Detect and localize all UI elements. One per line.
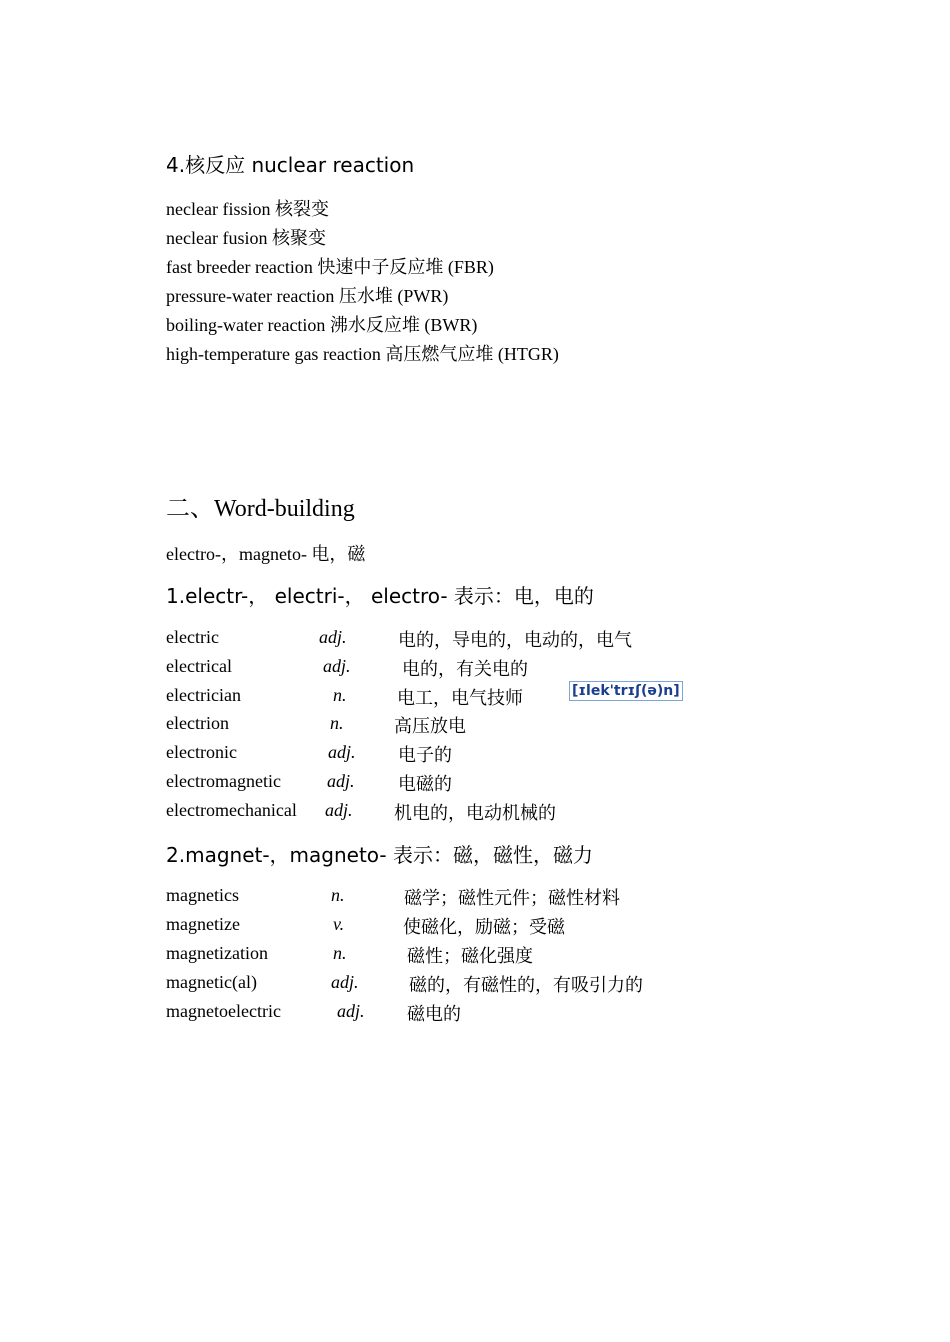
vocab-word: magnetic(al) — [166, 972, 257, 992]
vocab-pos: adj. — [331, 972, 359, 992]
vocab-pos: adj. — [327, 771, 355, 791]
magnet-subheading: 2.magnet-，magneto- 表示：磁，磁性，磁力 — [166, 843, 593, 867]
vocab-pos: adj. — [323, 656, 351, 676]
vocab-meaning: 电工，电气技师 — [397, 688, 523, 708]
nuclear-term: fast breeder reaction 快速中子反应堆 (FBR) — [166, 257, 494, 277]
word-building-heading: 二、Word-building — [166, 496, 355, 522]
vocab-word: electrion — [166, 713, 229, 733]
vocab-pos: adj. — [319, 627, 347, 647]
vocab-meaning: 使磁化，励磁；受磁 — [403, 917, 565, 937]
vocab-meaning: 电子的 — [398, 745, 452, 765]
vocab-word: electrician — [166, 685, 241, 705]
vocab-pos: adj. — [337, 1001, 365, 1021]
vocab-meaning: 磁的，有磁性的，有吸引力的 — [409, 975, 643, 995]
vocab-meaning: 电的，有关电的 — [402, 659, 528, 679]
vocab-pos: adj. — [325, 800, 353, 820]
vocab-word: magnetization — [166, 943, 268, 963]
nuclear-heading: 4.核反应 nuclear reaction — [166, 153, 415, 177]
vocab-word: magnetize — [166, 914, 240, 934]
vocab-pos: adj. — [328, 742, 356, 762]
vocab-word: electromechanical — [166, 800, 297, 820]
vocab-meaning: 机电的，电动机械的 — [394, 803, 556, 823]
vocab-pos: n. — [333, 943, 347, 963]
vocab-pos: n. — [331, 885, 345, 905]
nuclear-term: pressure-water reaction 压水堆 (PWR) — [166, 286, 449, 306]
vocab-word: magnetoelectric — [166, 1001, 281, 1021]
vocab-meaning: 磁学；磁性元件；磁性材料 — [404, 888, 620, 908]
nuclear-term: neclear fusion 核聚变 — [166, 228, 326, 248]
nuclear-term: high-temperature gas reaction 高压燃气应堆 (HTGR) — [166, 344, 559, 364]
vocab-pos: n. — [333, 685, 347, 705]
phonetic-box: [ɪlek'trɪʃ(ə)n] — [569, 681, 683, 701]
vocab-word: magnetics — [166, 885, 239, 905]
vocab-meaning: 电磁的 — [398, 774, 452, 794]
electr-subheading: 1.electr-， electri-， electro- 表示：电，电的 — [166, 584, 594, 608]
vocab-meaning: 磁电的 — [407, 1004, 461, 1024]
vocab-word: electromagnetic — [166, 771, 281, 791]
vocab-word: electric — [166, 627, 219, 647]
nuclear-term: neclear fission 核裂变 — [166, 199, 329, 219]
word-building-intro: electro-，magneto- 电，磁 — [166, 544, 366, 564]
vocab-word: electronic — [166, 742, 237, 762]
vocab-meaning: 磁性；磁化强度 — [407, 946, 533, 966]
nuclear-term: boiling-water reaction 沸水反应堆 (BWR) — [166, 315, 478, 335]
vocab-pos: v. — [333, 914, 345, 934]
vocab-pos: n. — [330, 713, 344, 733]
vocab-meaning: 电的，导电的，电动的，电气 — [398, 630, 632, 650]
vocab-word: electrical — [166, 656, 232, 676]
vocab-meaning: 高压放电 — [394, 716, 466, 736]
